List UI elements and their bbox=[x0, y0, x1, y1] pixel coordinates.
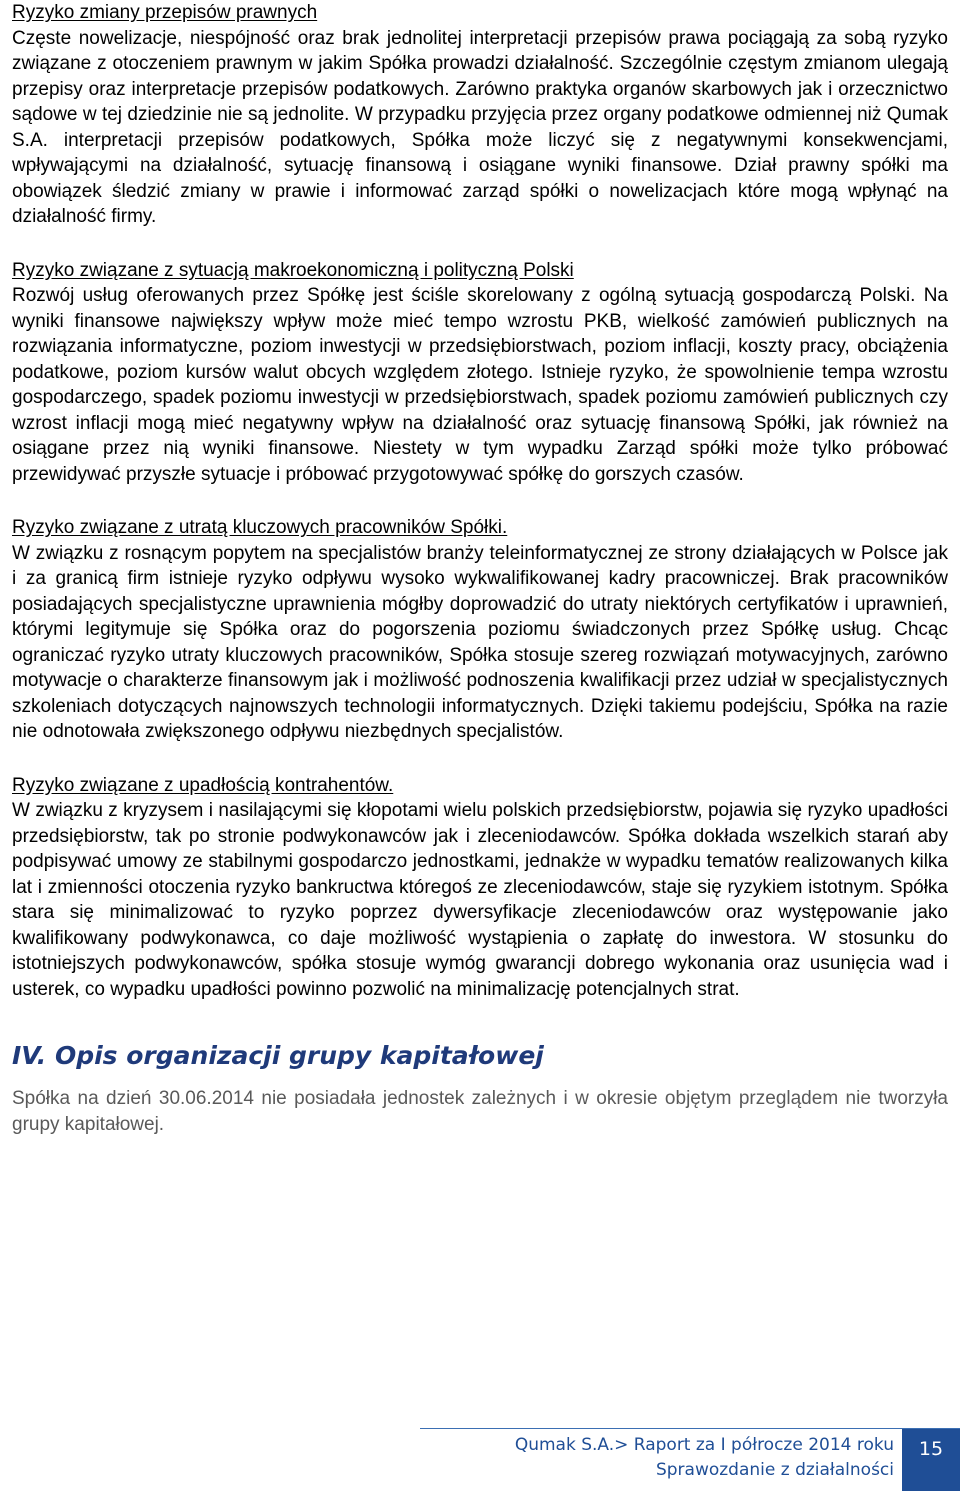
footer-report-subtitle: Sprawozdanie z działalności bbox=[655, 1460, 894, 1480]
chapter-group-organization bbox=[12, 1040, 948, 1137]
section-paragraph: W związku z kryzysem i nasilającymi się kłopotami wielu polskich przedsiębiorstw, pojawia się ryzyko upadłości przedsiębiorstw, tak po stronie podwykonawców jak i zleceniodawców. Spółka dokłada wszelkich starań aby podpisywać umowy ze stabilnymi gospodarczo jednostkami, jednakże w wypadku tematów realizowanych kilka lat i zmienności otoczenia ryzyko bankructwa któregoś ze zleceniodawców, staje się ryzykiem istotnym. Spółka stara się minimalizować to ryzyko poprzez dywersyfikacje zleceniodawców oraz występowanie jako kwalifikowany podwykonawca, co daje możliwość wystąpienia o zapłatę do inwestora. W stosunku do istotniejszych podwykonawców, spółka stosuje wymóg gwarancji dobrego wykonania oraz usunięcia wad i usterek, co wypadku upadłości powinno pozwolić na minimalizację potencjalnych strat. bbox=[12, 800, 948, 1000]
section-staff-risk bbox=[12, 515, 948, 745]
section-heading: Ryzyko związane z sytuacją makroekonomiczną i polityczną Polski bbox=[12, 259, 574, 281]
section-legal-risk bbox=[12, 0, 948, 230]
footer-report-title: Qumak S.A.> Raport za I półrocze 2014 roku bbox=[514, 1435, 894, 1455]
section-heading: Ryzyko związane z upadłością kontrahentów. bbox=[12, 774, 394, 796]
section-paragraph: W związku z rosnącym popytem na specjalistów branży teleinformatycznej ze strony działających w Polsce jak i za granicą firm istnieje ryzyko odpływu wysoko wykwalifikowanej kadry pracowniczej. Brak pracowników posiadających specjalistyczne uprawnienia mógłby doprowadzić do utraty niektórych certyfikatów i uprawnień, którymi legitymuje się Spółka oraz do pogorszenia poziomu świadczonych przez Spółkę usług. Chcąc ograniczać ryzyko utraty kluczowych pracowników, Spółka stosuje szereg rozwiązań motywacyjnych, zarówno motywacje o charakterze finansowym jak i możliwość podnoszenia kwalifikacji przez udział w specjalistycznych szkoleniach dotyczących najnowszych technologii informatycznych. Dzięki takiemu podejściu, Spółka na razie nie odnotowała zwiększonego odpływu niezbędnych specjalistów. bbox=[12, 542, 948, 742]
section-paragraph: Rozwój usług oferowanych przez Spółkę jest ściśle skorelowany z ogólną sytuacją gospodarczą Polski. Na wyniki finansowe największy wpływ może mieć tempo wzrostu PKB, wielkość zamówień publicznych na rozwiązania informatyczne, poziom inwestycji w przedsiębiorstwach, poziom inflacji, koszty pracy, obciążenia podatkowe, poziom kursów walut obcych względem złotego. Istnieje ryzyko, że spowolnienie tempa wzrostu gospodarczego, spadek poziomu inwestycji w przedsiębiorstwach, spadek poziomu zamówień publicznych czy wzrost inflacji mogą mieć negatywny wpływ na działalność oraz sytuację finansową Spółki, jak również na osiągane przez nią wyniki finansowe. Niestety w tym wypadku Zarząd spółki może tylko próbować przewidywać przyszłe sytuacje i próbować przygotowywać spółkę do gorszych czasów. bbox=[12, 285, 948, 485]
section-contractor-risk bbox=[12, 773, 948, 1003]
footer-divider bbox=[420, 1428, 960, 1429]
chapter-paragraph: Spółka na dzień 30.06.2014 nie posiadała jednostek zależnych i w okresie objętym przeglądem nie tworzyła grupy kapitałowej. bbox=[12, 1088, 948, 1135]
section-heading: Ryzyko związane z utratą kluczowych pracowników Spółki. bbox=[12, 517, 508, 538]
page-number: 15 bbox=[902, 1429, 960, 1491]
section-macro-risk bbox=[12, 258, 948, 488]
section-paragraph: Częste nowelizacje, niespójność oraz brak jednolitej interpretacji przepisów prawa pociągają za sobą ryzyko związane z otoczeniem prawnym w jakim Spółka prowadzi działalność. Szczególnie częstym zmianom ulegają przepisy oraz interpretacje przepisów podatkowych. Zarówno praktyka organów skarbowych jak i orzecznictwo sądowe w tej dziedzinie nie są jednolite. W przypadku przyjęcia przez organy podatkowe odmiennej niż Qumak S.A. interpretacji przepisów podatkowych, Spółka może liczyć się z negatywnymi konsekwencjami, wpływającymi na działalność, sytuację finansową i osiągane wyniki finansowe. Dział prawny spółki ma obowiązek śledzić zmiany w prawie i informować zarząd spółki o nowelizacjach które mogą wpłynąć na działalność firmy. bbox=[12, 27, 948, 227]
chapter-title: IV. Opis organizacji grupy kapitałowej bbox=[12, 1041, 544, 1070]
section-heading: Ryzyko zmiany przepisów prawnych bbox=[12, 2, 318, 23]
document-page bbox=[12, 0, 948, 1137]
page-footer bbox=[0, 1420, 960, 1491]
